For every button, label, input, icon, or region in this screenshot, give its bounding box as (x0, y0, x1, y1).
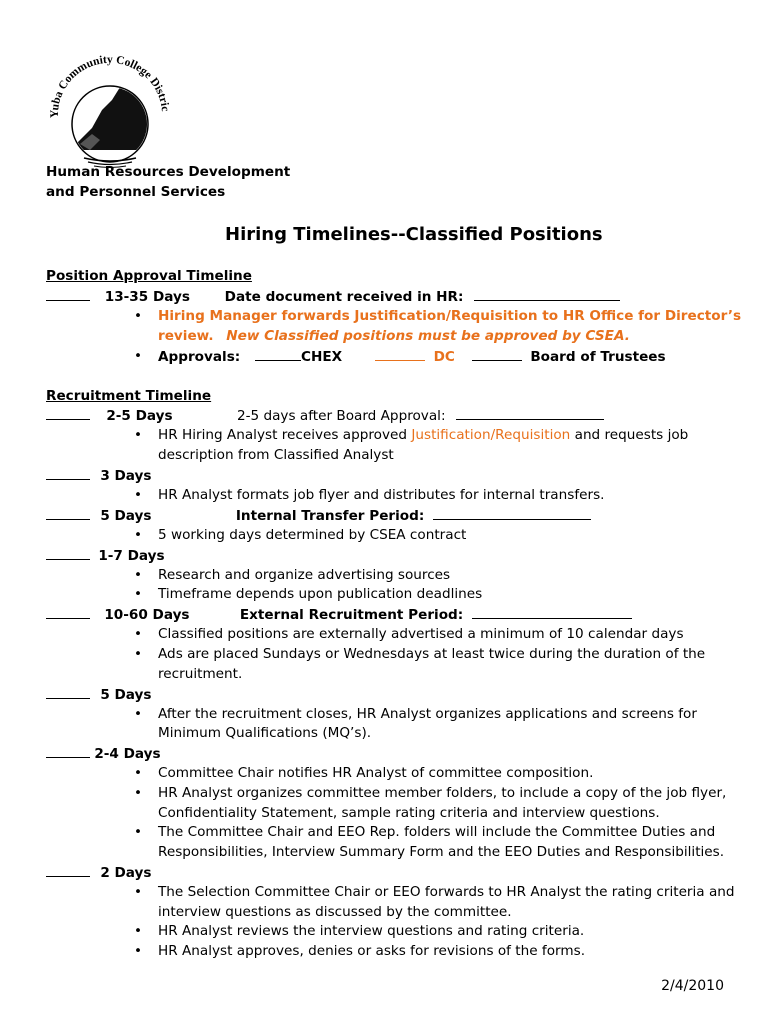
bullet: • (134, 527, 143, 543)
recruitment-step-2 (46, 467, 152, 484)
external-recruitment-blank[interactable] (472, 606, 632, 619)
board-label: Board of Trustees (530, 349, 666, 365)
csea-note: New Classified positions must be approved by CSEA. (226, 328, 630, 344)
bullet: • (134, 626, 143, 642)
step-days: 3 Days (100, 468, 152, 484)
checkoff-blank[interactable] (46, 547, 90, 560)
recruitment-step-1 (46, 407, 604, 424)
bullet: • (134, 943, 143, 959)
department-line-2: and Personnel Services (46, 184, 226, 200)
step-7-bullet-2-cont: Confidentiality Statement, sample rating criteria and interview questions. (158, 805, 660, 821)
step-days: 10-60 Days (104, 607, 190, 623)
bullet: • (134, 567, 143, 583)
step-days: 2 Days (100, 865, 152, 881)
step-5-bullet-2-cont: recruitment. (158, 666, 243, 682)
step-days: 5 Days (100, 687, 152, 703)
approvals-label: Approvals: (158, 349, 241, 365)
step-label: External Recruitment Period: (239, 607, 464, 623)
bullet: • (134, 824, 143, 840)
step-days: 1-7 Days (98, 548, 165, 564)
section-heading-recruitment: Recruitment Timeline (46, 388, 212, 404)
section-heading-position-approval: Position Approval Timeline (46, 268, 252, 284)
step-days: 2-4 Days (94, 746, 161, 762)
step-label: 2-5 days after Board Approval: (236, 408, 446, 424)
step-1-bullet-cont: description from Classified Analyst (158, 447, 394, 463)
recruitment-step-5 (46, 606, 632, 623)
bullet: • (134, 646, 143, 662)
checkoff-blank[interactable] (46, 288, 90, 301)
college-logo (40, 40, 180, 170)
bullet: • (134, 884, 143, 900)
approvals-row (158, 348, 666, 365)
chex-blank[interactable] (255, 348, 301, 361)
bullet: • (134, 487, 143, 503)
checkoff-blank[interactable] (46, 407, 90, 420)
step-6-bullet: After the recruitment closes, HR Analyst organizes applications and screens for (158, 706, 697, 722)
checkoff-blank[interactable] (46, 745, 90, 758)
date-received-blank[interactable] (474, 288, 620, 301)
bullet: • (134, 348, 143, 364)
checkoff-blank[interactable] (46, 864, 90, 877)
bullet: • (134, 427, 143, 443)
approval-bullet-1-cont: review. New Classified positions must be approved by CSEA. (158, 328, 630, 344)
step-8-bullet-1-cont: interview questions as discussed by the committee. (158, 904, 512, 920)
step-1-bullet: HR Hiring Analyst receives approved Justification/Requisition and requests job (158, 427, 689, 443)
board-approval-blank[interactable] (456, 407, 604, 420)
step-7-bullet-2: HR Analyst organizes committee member folders, to include a copy of the job flyer, (158, 785, 727, 801)
bullet: • (134, 765, 143, 781)
step-8-bullet-1: The Selection Committee Chair or EEO forwards to HR Analyst the rating criteria and (158, 884, 735, 900)
bullet: • (134, 308, 143, 324)
checkoff-blank[interactable] (46, 467, 90, 480)
step-4-bullet-2: Timeframe depends upon publication deadlines (158, 586, 483, 602)
bullet: • (134, 586, 143, 602)
step-6-bullet-cont: Minimum Qualifications (MQ’s). (158, 725, 372, 741)
step-8-bullet-3: HR Analyst approves, denies or asks for revisions of the forms. (158, 943, 586, 959)
step-4-bullet-1: Research and organize advertising sources (158, 567, 451, 583)
footer-date: 2/4/2010 (661, 978, 724, 994)
approval-bullet-1: Hiring Manager forwards Justification/Requisition to HR Office for Director’s (158, 308, 742, 324)
approval-days: 13-35 Days (104, 289, 190, 305)
dc-blank[interactable] (375, 348, 425, 361)
step-7-bullet-1: Committee Chair notifies HR Analyst of committee composition. (158, 765, 594, 781)
checkoff-blank[interactable] (46, 507, 90, 520)
logo-text: Yuba Community College Distric (48, 53, 171, 119)
step-days: 2-5 Days (106, 408, 173, 424)
recruitment-step-6 (46, 686, 152, 703)
recruitment-step-8 (46, 864, 152, 881)
board-blank[interactable] (472, 348, 522, 361)
internal-transfer-blank[interactable] (433, 507, 591, 520)
step-7-bullet-3-cont: Responsibilities, Interview Summary Form and the EEO Duties and Responsibilities. (158, 844, 725, 860)
approval-days-row (46, 288, 620, 305)
chex-label: CHEX (300, 349, 343, 365)
department-line-1: Human Resources Development (46, 164, 291, 180)
step-5-bullet-1: Classified positions are externally advertised a minimum of 10 calendar days (158, 626, 684, 642)
recruitment-step-3 (46, 507, 591, 524)
page-title: Hiring Timelines--Classified Positions (225, 224, 603, 245)
bullet: • (134, 785, 143, 801)
bullet: • (134, 706, 143, 722)
step-days: 5 Days (100, 508, 152, 524)
dc-label: DC (433, 349, 455, 365)
step-2-bullet: HR Analyst formats job flyer and distributes for internal transfers. (158, 487, 605, 503)
step-label: Internal Transfer Period: (235, 508, 425, 524)
checkoff-blank[interactable] (46, 686, 90, 699)
recruitment-step-4 (46, 547, 165, 564)
step-7-bullet-3: The Committee Chair and EEO Rep. folders will include the Committee Duties and (158, 824, 716, 840)
checkoff-blank[interactable] (46, 606, 90, 619)
date-received-label: Date document received in HR: (224, 289, 464, 305)
step-8-bullet-2: HR Analyst reviews the interview questions and rating criteria. (158, 923, 585, 939)
recruitment-step-7 (46, 745, 161, 762)
step-5-bullet-2: Ads are placed Sundays or Wednesdays at least twice during the duration of the (158, 646, 706, 662)
step-3-bullet: 5 working days determined by CSEA contract (158, 527, 467, 543)
bullet: • (134, 923, 143, 939)
